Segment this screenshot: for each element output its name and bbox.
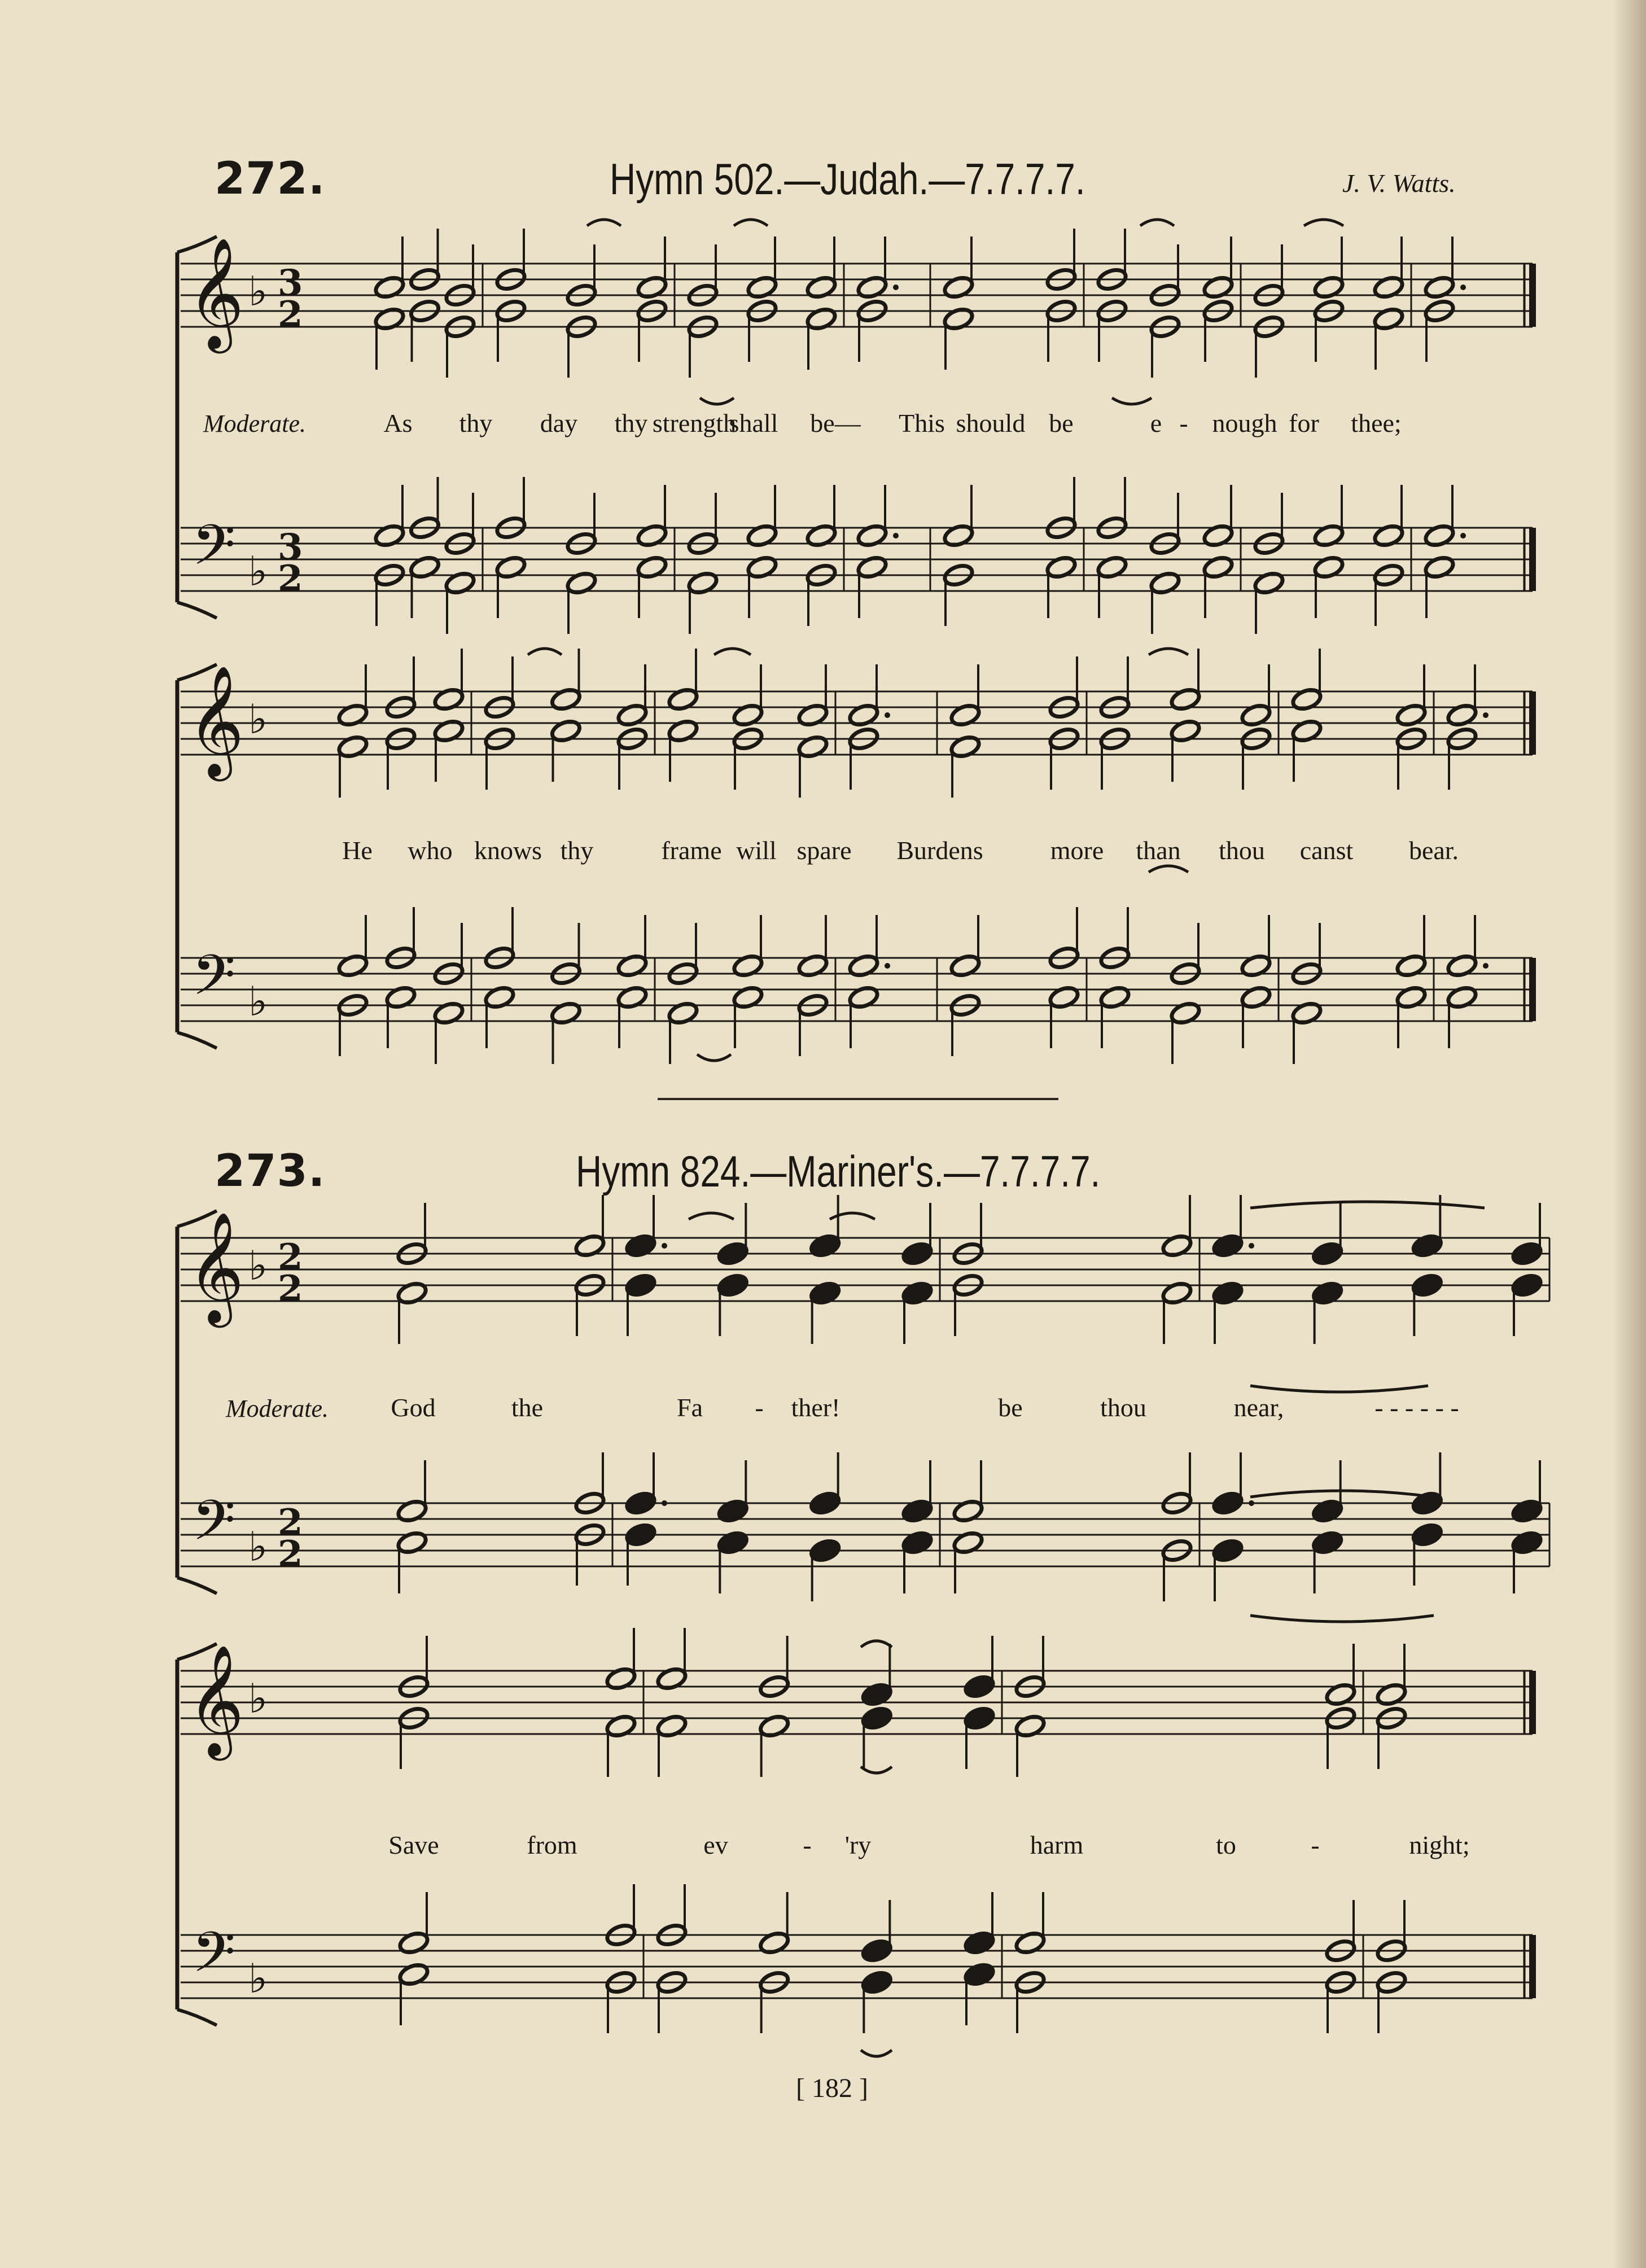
half-note (616, 984, 648, 1010)
lyric-syllable: be— (810, 409, 861, 437)
bracket-bottom-hook (177, 2009, 217, 2025)
half-note (732, 984, 764, 1010)
slur (1140, 220, 1174, 226)
half-note (1372, 274, 1404, 300)
treble-clef: 𝄞 (187, 237, 244, 349)
lyric-syllable: Burdens (896, 836, 983, 865)
quarter-note (901, 1530, 933, 1555)
half-note (565, 570, 597, 596)
half-note (746, 554, 778, 580)
half-note (432, 1000, 465, 1026)
quarter-note (1211, 1280, 1244, 1306)
half-note (847, 953, 879, 978)
time-signature-bottom: 2 (278, 558, 303, 600)
slur (830, 1213, 875, 1219)
hymn-title: Hymn 502.—Judah.—7.7.7.7. (610, 154, 1085, 204)
half-note (1202, 554, 1234, 580)
key-signature-flat: ♭ (248, 1955, 268, 2002)
quarter-note (717, 1530, 749, 1555)
slur (861, 1641, 892, 1647)
half-note (856, 523, 888, 548)
half-note (1096, 554, 1128, 580)
half-note (732, 953, 764, 978)
bracket-bottom-hook (177, 602, 217, 618)
quarter-note (1211, 1490, 1244, 1516)
half-note (667, 718, 699, 743)
lyric-syllable: Save (388, 1831, 439, 1859)
half-note (952, 1498, 984, 1523)
half-note (1169, 1000, 1201, 1026)
lyric-syllable: - (803, 1831, 812, 1859)
bass-clef: 𝄢 (192, 1488, 236, 1567)
half-note (494, 554, 527, 580)
half-note (942, 274, 974, 300)
half-note (483, 984, 515, 1010)
lyric-syllable: spare (796, 836, 852, 865)
lyric-syllable: for (1289, 409, 1319, 437)
half-note (336, 953, 369, 978)
half-note (847, 984, 879, 1010)
lyric-syllable: will (736, 836, 777, 865)
lyric-syllable: be (1049, 409, 1074, 437)
quarter-note (717, 1241, 749, 1266)
half-note (384, 984, 417, 1010)
lyric-syllable: harm (1030, 1831, 1084, 1859)
half-note (397, 1961, 430, 1987)
half-note (1240, 984, 1272, 1010)
half-note (949, 953, 981, 978)
half-note (655, 1666, 688, 1691)
quarter-note (624, 1233, 656, 1258)
quarter-note (901, 1280, 933, 1306)
slur (714, 649, 751, 655)
key-signature-flat: ♭ (248, 1675, 268, 1722)
half-note (1045, 554, 1077, 580)
quarter-note (1411, 1272, 1443, 1298)
half-note (444, 570, 476, 596)
slur (861, 1767, 892, 1773)
half-note (1014, 1713, 1046, 1739)
quarter-note (624, 1522, 656, 1547)
slur (734, 220, 768, 226)
quarter-note (1411, 1522, 1443, 1547)
half-note (1240, 702, 1272, 728)
half-note (746, 523, 778, 548)
half-note (1446, 702, 1478, 728)
time-signature-bottom: 2 (278, 1533, 303, 1575)
lyric-syllable: - (755, 1393, 764, 1422)
half-note (336, 702, 369, 728)
half-note (1098, 984, 1131, 1010)
hymn-title: Hymn 824.—Mariner's.—7.7.7.7. (576, 1146, 1101, 1196)
treble-clef: 𝄞 (187, 665, 244, 777)
augmentation-dot (1249, 1500, 1254, 1506)
half-note (758, 1930, 790, 1955)
half-note (396, 1498, 428, 1523)
lyric-syllable: thou (1100, 1393, 1146, 1422)
half-note (686, 570, 719, 596)
half-note (847, 702, 879, 728)
tempo-marking: Moderate. (226, 1395, 329, 1422)
lyric-syllable: - - - - - - (1374, 1393, 1459, 1422)
quarter-note (1211, 1233, 1244, 1258)
quarter-note (1311, 1530, 1343, 1555)
key-signature-flat: ♭ (248, 1523, 268, 1570)
slur (697, 1054, 731, 1061)
half-note (796, 702, 829, 728)
half-note (805, 306, 837, 331)
half-note (667, 1000, 699, 1026)
page-number: [ 182 ] (796, 2073, 868, 2103)
half-note (856, 274, 888, 300)
quarter-note (624, 1490, 656, 1516)
lyric-syllable: This (899, 409, 945, 437)
half-note (397, 1930, 430, 1955)
quarter-note (1311, 1498, 1343, 1523)
half-note (636, 554, 668, 580)
half-note (550, 718, 582, 743)
hymn-number: 273. (214, 1146, 326, 1197)
quarter-note (861, 1969, 893, 1995)
slur (1149, 866, 1188, 872)
half-note (1423, 274, 1455, 300)
lyric-syllable: from (527, 1831, 577, 1859)
half-note (409, 554, 441, 580)
half-note (1423, 523, 1455, 548)
lyric-syllable: near, (1233, 1393, 1284, 1422)
half-note (1290, 1000, 1323, 1026)
slur (1250, 1202, 1485, 1208)
quarter-note (963, 1961, 995, 1987)
half-note (1202, 523, 1234, 548)
half-note (1312, 523, 1345, 548)
half-note (1240, 953, 1272, 978)
bass-clef: 𝄢 (192, 1920, 236, 1999)
key-signature-flat: ♭ (248, 695, 268, 743)
lyric-syllable: shall (729, 409, 778, 437)
time-signature-bottom: 2 (278, 1268, 303, 1310)
slur (1304, 220, 1343, 226)
lyric-syllable: thy (614, 409, 648, 437)
lyric-syllable: frame (661, 836, 722, 865)
lyric-syllable: the (511, 1393, 544, 1422)
half-note (1395, 984, 1427, 1010)
half-note (732, 702, 764, 728)
hymn-composer: J. V. Watts. (1342, 169, 1456, 198)
half-note (805, 274, 837, 300)
half-note (1202, 274, 1234, 300)
half-note (396, 1530, 428, 1555)
quarter-note (1511, 1241, 1543, 1266)
half-note (636, 274, 668, 300)
half-note (396, 1280, 428, 1306)
half-note (1312, 274, 1345, 300)
quarter-note (1511, 1498, 1543, 1523)
key-signature-flat: ♭ (248, 548, 268, 595)
lyric-syllable: more (1050, 836, 1104, 865)
half-note (1395, 702, 1427, 728)
half-note (1372, 306, 1404, 331)
lyric-syllable: God (391, 1393, 436, 1422)
bracket-bottom-hook (177, 1578, 217, 1593)
slur (700, 398, 734, 404)
half-note (1169, 686, 1201, 712)
half-note (1290, 718, 1323, 743)
lyric-syllable: As (383, 409, 413, 437)
lyric-syllable: thee; (1351, 409, 1402, 437)
quarter-note (1511, 1272, 1543, 1298)
quarter-note (861, 1705, 893, 1731)
half-note (550, 1000, 582, 1026)
quarter-note (963, 1930, 995, 1955)
lyric-syllable: day (540, 409, 578, 437)
half-note (949, 734, 981, 759)
half-note (1161, 1233, 1193, 1258)
quarter-note (809, 1490, 841, 1516)
augmentation-dot (893, 533, 899, 538)
lyric-syllable: thou (1219, 836, 1265, 865)
half-note (574, 1233, 606, 1258)
half-note (1290, 686, 1323, 712)
half-note (1423, 554, 1455, 580)
lyric-syllable: to (1216, 1831, 1236, 1859)
quarter-note (717, 1498, 749, 1523)
half-note (1149, 570, 1181, 596)
bass-clef: 𝄢 (192, 943, 236, 1022)
quarter-note (1311, 1280, 1343, 1306)
half-note (746, 274, 778, 300)
half-note (949, 702, 981, 728)
half-note (952, 1530, 984, 1555)
slur (1149, 649, 1188, 655)
lyric-syllable: canst (1299, 836, 1354, 865)
key-signature-flat: ♭ (248, 1242, 268, 1289)
bracket-bottom-hook (177, 1032, 217, 1048)
half-note (655, 1713, 688, 1739)
slur (1112, 398, 1152, 404)
slur (1250, 1386, 1428, 1392)
half-note (1014, 1930, 1046, 1955)
half-note (1048, 984, 1080, 1010)
quarter-note (901, 1498, 933, 1523)
slur (587, 220, 621, 226)
quarter-note (809, 1538, 841, 1563)
half-note (942, 523, 974, 548)
half-note (1161, 1280, 1193, 1306)
lyric-syllable: should (956, 409, 1026, 437)
lyric-syllable: 'ry (844, 1831, 872, 1859)
half-note (667, 686, 699, 712)
lyric-syllable: ev (703, 1831, 728, 1859)
quarter-note (1511, 1530, 1543, 1555)
quarter-note (861, 1938, 893, 1963)
quarter-note (624, 1272, 656, 1298)
treble-clef: 𝄞 (187, 1644, 244, 1756)
augmentation-dot (1460, 533, 1466, 538)
lyric-syllable: - (1179, 409, 1188, 437)
half-note (373, 306, 405, 331)
quarter-note (963, 1674, 995, 1699)
lyric-syllable: who (408, 836, 453, 865)
augmentation-dot (1483, 712, 1489, 718)
lyric-syllable: e (1150, 409, 1162, 437)
time-signature-top: 3 (278, 262, 303, 304)
lyric-syllable: ther! (791, 1393, 840, 1422)
half-note (605, 1666, 637, 1691)
half-note (336, 734, 369, 759)
half-note (432, 686, 465, 712)
half-note (1253, 570, 1285, 596)
half-note (616, 953, 648, 978)
half-note (856, 554, 888, 580)
bass-clef: 𝄢 (192, 513, 236, 592)
half-note (942, 306, 974, 331)
key-signature-flat: ♭ (248, 978, 268, 1025)
quarter-note (901, 1241, 933, 1266)
half-note (805, 523, 837, 548)
augmentation-dot (662, 1500, 667, 1506)
time-signature-top: 2 (278, 1501, 303, 1544)
key-signature-flat: ♭ (248, 268, 268, 315)
lyric-syllable: Fa (677, 1393, 703, 1422)
half-note (636, 523, 668, 548)
half-note (796, 953, 829, 978)
quarter-note (717, 1272, 749, 1298)
half-note (1395, 953, 1427, 978)
half-note (550, 686, 582, 712)
time-signature-bottom: 2 (278, 294, 303, 336)
slur (528, 649, 562, 655)
half-note (432, 718, 465, 743)
slur (1250, 1615, 1434, 1622)
augmentation-dot (893, 284, 899, 290)
lyric-syllable: strength (652, 409, 737, 437)
treble-clef: 𝄞 (187, 1211, 244, 1323)
lyric-syllable: - (1311, 1831, 1320, 1859)
quarter-note (861, 1682, 893, 1707)
quarter-note (1211, 1538, 1244, 1563)
half-note (758, 1713, 790, 1739)
lyric-syllable: bear. (1408, 836, 1459, 865)
tempo-marking: Moderate. (203, 410, 307, 437)
half-note (616, 702, 648, 728)
quarter-note (809, 1233, 841, 1258)
quarter-note (1311, 1241, 1343, 1266)
half-note (1169, 718, 1201, 743)
augmentation-dot (1460, 284, 1466, 290)
lyric-syllable: nough (1212, 409, 1277, 437)
half-note (373, 274, 405, 300)
quarter-note (1411, 1233, 1443, 1258)
lyric-syllable: night; (1409, 1831, 1470, 1859)
hymn-number: 272. (214, 154, 326, 204)
slur (861, 2050, 892, 2056)
lyric-syllable: He (342, 836, 373, 865)
half-note (605, 1713, 637, 1739)
half-note (1446, 953, 1478, 978)
lyric-syllable: than (1136, 836, 1181, 865)
half-note (1324, 1682, 1356, 1707)
half-note (373, 523, 405, 548)
half-note (1375, 1682, 1407, 1707)
half-note (1312, 554, 1345, 580)
quarter-note (809, 1280, 841, 1306)
lyric-syllable: be (998, 1393, 1023, 1422)
half-note (1372, 523, 1404, 548)
quarter-note (963, 1705, 995, 1731)
lyric-syllable: thy (459, 409, 493, 437)
lyric-syllable: knows (474, 836, 542, 865)
augmentation-dot (662, 1243, 667, 1249)
time-signature-top: 2 (278, 1236, 303, 1279)
augmentation-dot (1249, 1243, 1254, 1249)
slur (1250, 1491, 1434, 1497)
lyric-syllable: thy (560, 836, 594, 865)
half-note (796, 734, 829, 759)
augmentation-dot (885, 963, 890, 969)
augmentation-dot (1483, 963, 1489, 969)
half-note (1446, 984, 1478, 1010)
slur (689, 1213, 734, 1219)
time-signature-top: 3 (278, 526, 303, 568)
augmentation-dot (885, 712, 890, 718)
